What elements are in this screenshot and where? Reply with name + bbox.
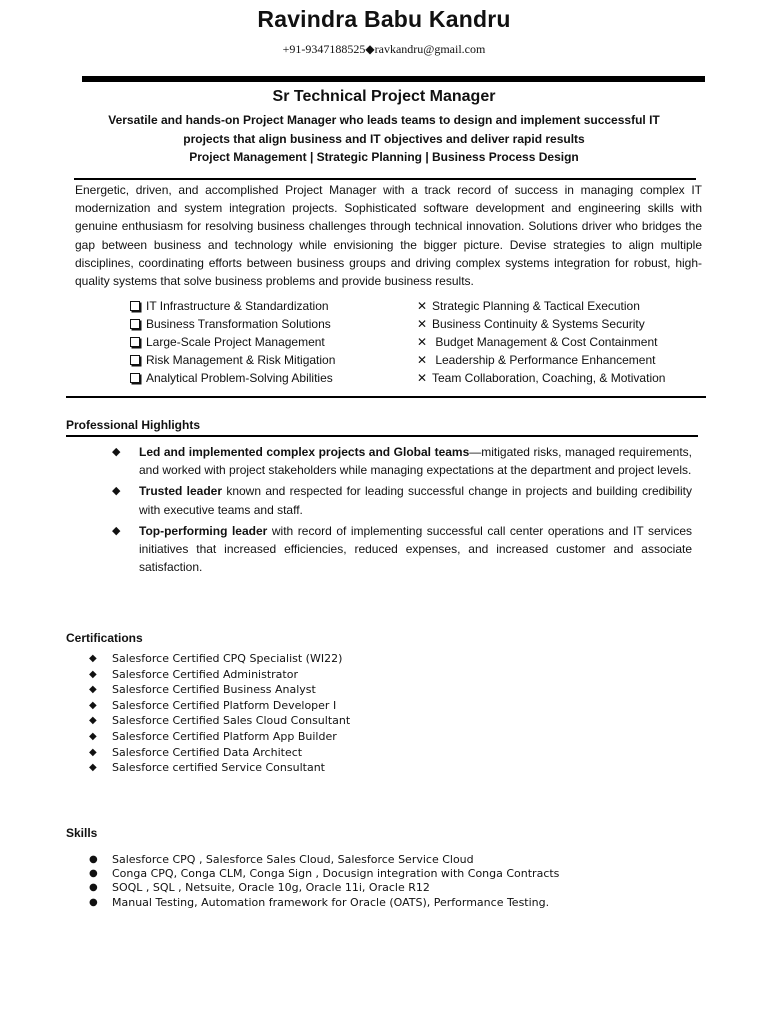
diamond-bullet-icon: ◆ bbox=[89, 730, 97, 742]
competency-item: Business Transformation Solutions bbox=[128, 315, 398, 333]
competency-item: ✕ Team Collaboration, Coaching, & Motivation bbox=[416, 371, 666, 385]
dot-bullet-icon: ● bbox=[89, 854, 98, 865]
diamond-bullet-icon: ◆ bbox=[112, 485, 121, 498]
certification-item: ◆ Salesforce Certified Business Analyst bbox=[89, 683, 316, 697]
competency-item: ✕ Budget Management & Cost Containment bbox=[416, 335, 658, 349]
highlight-item: ◆ Trusted leader known and respected for leading successful change in projects and building credibility with executive teams and staff. bbox=[112, 484, 693, 517]
checkbox-icon bbox=[130, 355, 140, 365]
highlight-item: ◆ Top-performing leader with record of implementing successful call center operations and IT services initiatives that increased efficiencies, reduced expenses, and increased customer and associate satisfaction. bbox=[112, 523, 692, 575]
dot-bullet-icon: ● bbox=[89, 868, 98, 880]
tagline-line-2: projects that align business and IT objectives and deliver rapid results bbox=[183, 131, 585, 146]
diamond-bullet-icon: ◆ bbox=[89, 715, 97, 727]
skill-item: ● Manual Testing, Automation framework for Oracle (OATS), Performance Testing. bbox=[89, 895, 550, 909]
competencies-left-column bbox=[128, 297, 398, 387]
competency-item: Analytical Problem-Solving Abilities bbox=[128, 369, 398, 387]
certification-item: ◆ Salesforce Certified CPQ Specialist (WI22) bbox=[89, 652, 343, 665]
skill-item: ● Salesforce CPQ , Salesforce Sales Cloud, Salesforce Service Cloud bbox=[89, 853, 474, 866]
cross-icon: ✕ bbox=[416, 371, 428, 385]
header-divider bbox=[82, 76, 705, 82]
cross-icon: ✕ bbox=[416, 335, 428, 349]
cross-icon: ✕ bbox=[416, 299, 428, 313]
diamond-bullet-icon: ◆ bbox=[89, 653, 97, 664]
certifications-heading: Certifications bbox=[66, 631, 143, 645]
skills-heading: Skills bbox=[66, 826, 98, 840]
competency-item: Large-Scale Project Management bbox=[128, 333, 398, 351]
diamond-bullet-icon: ◆ bbox=[89, 699, 97, 711]
highlights-divider bbox=[66, 435, 698, 437]
skill-item: ● Conga CPQ, Conga CLM, Conga Sign , Docusign integration with Conga Contracts bbox=[89, 867, 560, 881]
candidate-name: Ravindra Babu Kandru bbox=[257, 6, 511, 32]
certification-item: ◆ Salesforce certified Service Consultant bbox=[89, 761, 325, 775]
contact-line: +91-9347188525◆ravkandru@gmail.com bbox=[282, 42, 486, 56]
cross-icon: ✕ bbox=[416, 317, 428, 331]
cross-icon: ✕ bbox=[416, 353, 428, 367]
checkbox-icon bbox=[130, 373, 140, 383]
summary-paragraph: Energetic, driven, and accomplished Project Manager with a track record of success in managing complex IT modernization and system integration projects. Sophisticated software development and engineering skills with genuine enthusiasm for resolving business challenges through technical innovation. Solutions driver who bridges the gap between business and technology while envisioning the bigger picture. Devise strategies to align multiple disciplines, coordinating efforts between business groups and driving complex systems integration for robust, high-quality systems that solve business problems and provide business results. bbox=[75, 183, 702, 289]
competencies-divider bbox=[66, 396, 706, 398]
professional-highlights-list bbox=[112, 443, 692, 579]
diamond-bullet-icon: ◆ bbox=[112, 446, 121, 458]
tagline bbox=[100, 111, 668, 167]
diamond-bullet-icon: ◆ bbox=[89, 762, 97, 774]
competency-item: ✕ Business Continuity & Systems Security bbox=[416, 317, 645, 331]
certification-item: ◆ Salesforce Certified Sales Cloud Consultant bbox=[89, 714, 351, 728]
diamond-bullet-icon: ◆ bbox=[112, 524, 121, 537]
tagline-line-3: Project Management | Strategic Planning | Business Process Design bbox=[189, 150, 579, 164]
skill-item: ● SOQL , SQL , Netsuite, Oracle 10g, Oracle 11i, Oracle R12 bbox=[89, 881, 430, 895]
diamond-bullet-icon: ◆ bbox=[89, 668, 97, 680]
competency-item: IT Infrastructure & Standardization bbox=[128, 297, 398, 315]
checkbox-icon bbox=[130, 337, 140, 347]
certification-item: ◆ Salesforce Certified Platform Developer I bbox=[89, 698, 337, 712]
competency-item: Risk Management & Risk Mitigation bbox=[128, 351, 398, 369]
competency-item: ✕ Strategic Planning & Tactical Execution bbox=[416, 299, 640, 313]
checkbox-icon bbox=[130, 301, 140, 311]
competency-item: ✕ Leadership & Performance Enhancement bbox=[416, 353, 656, 367]
certifications-list bbox=[89, 651, 489, 776]
diamond-bullet-icon: ◆ bbox=[89, 684, 97, 696]
skills-list bbox=[89, 853, 709, 910]
tagline-line-1: Versatile and hands-on Project Manager who leads teams to design and implement successful IT bbox=[108, 113, 660, 127]
certification-item: ◆ Salesforce Certified Data Architect bbox=[89, 745, 303, 759]
dot-bullet-icon: ● bbox=[89, 896, 98, 908]
professional-highlights-heading: Professional Highlights bbox=[66, 418, 201, 432]
certification-item: ◆ Salesforce Certified Platform App Builder bbox=[89, 729, 337, 743]
highlight-item: ◆ Led and implemented complex projects and Global teams—mitigated risks, managed requirements, and worked with project stakeholders while managing expectations at the department and project levels. bbox=[112, 445, 693, 478]
certification-item: ◆ Salesforce Certified Administrator bbox=[89, 667, 298, 681]
dot-bullet-icon: ● bbox=[89, 882, 98, 894]
summary-divider bbox=[74, 178, 696, 180]
competencies-right-column bbox=[416, 297, 706, 387]
job-title: Sr Technical Project Manager bbox=[272, 88, 496, 105]
diamond-bullet-icon: ◆ bbox=[89, 746, 97, 758]
checkbox-icon bbox=[130, 319, 140, 329]
